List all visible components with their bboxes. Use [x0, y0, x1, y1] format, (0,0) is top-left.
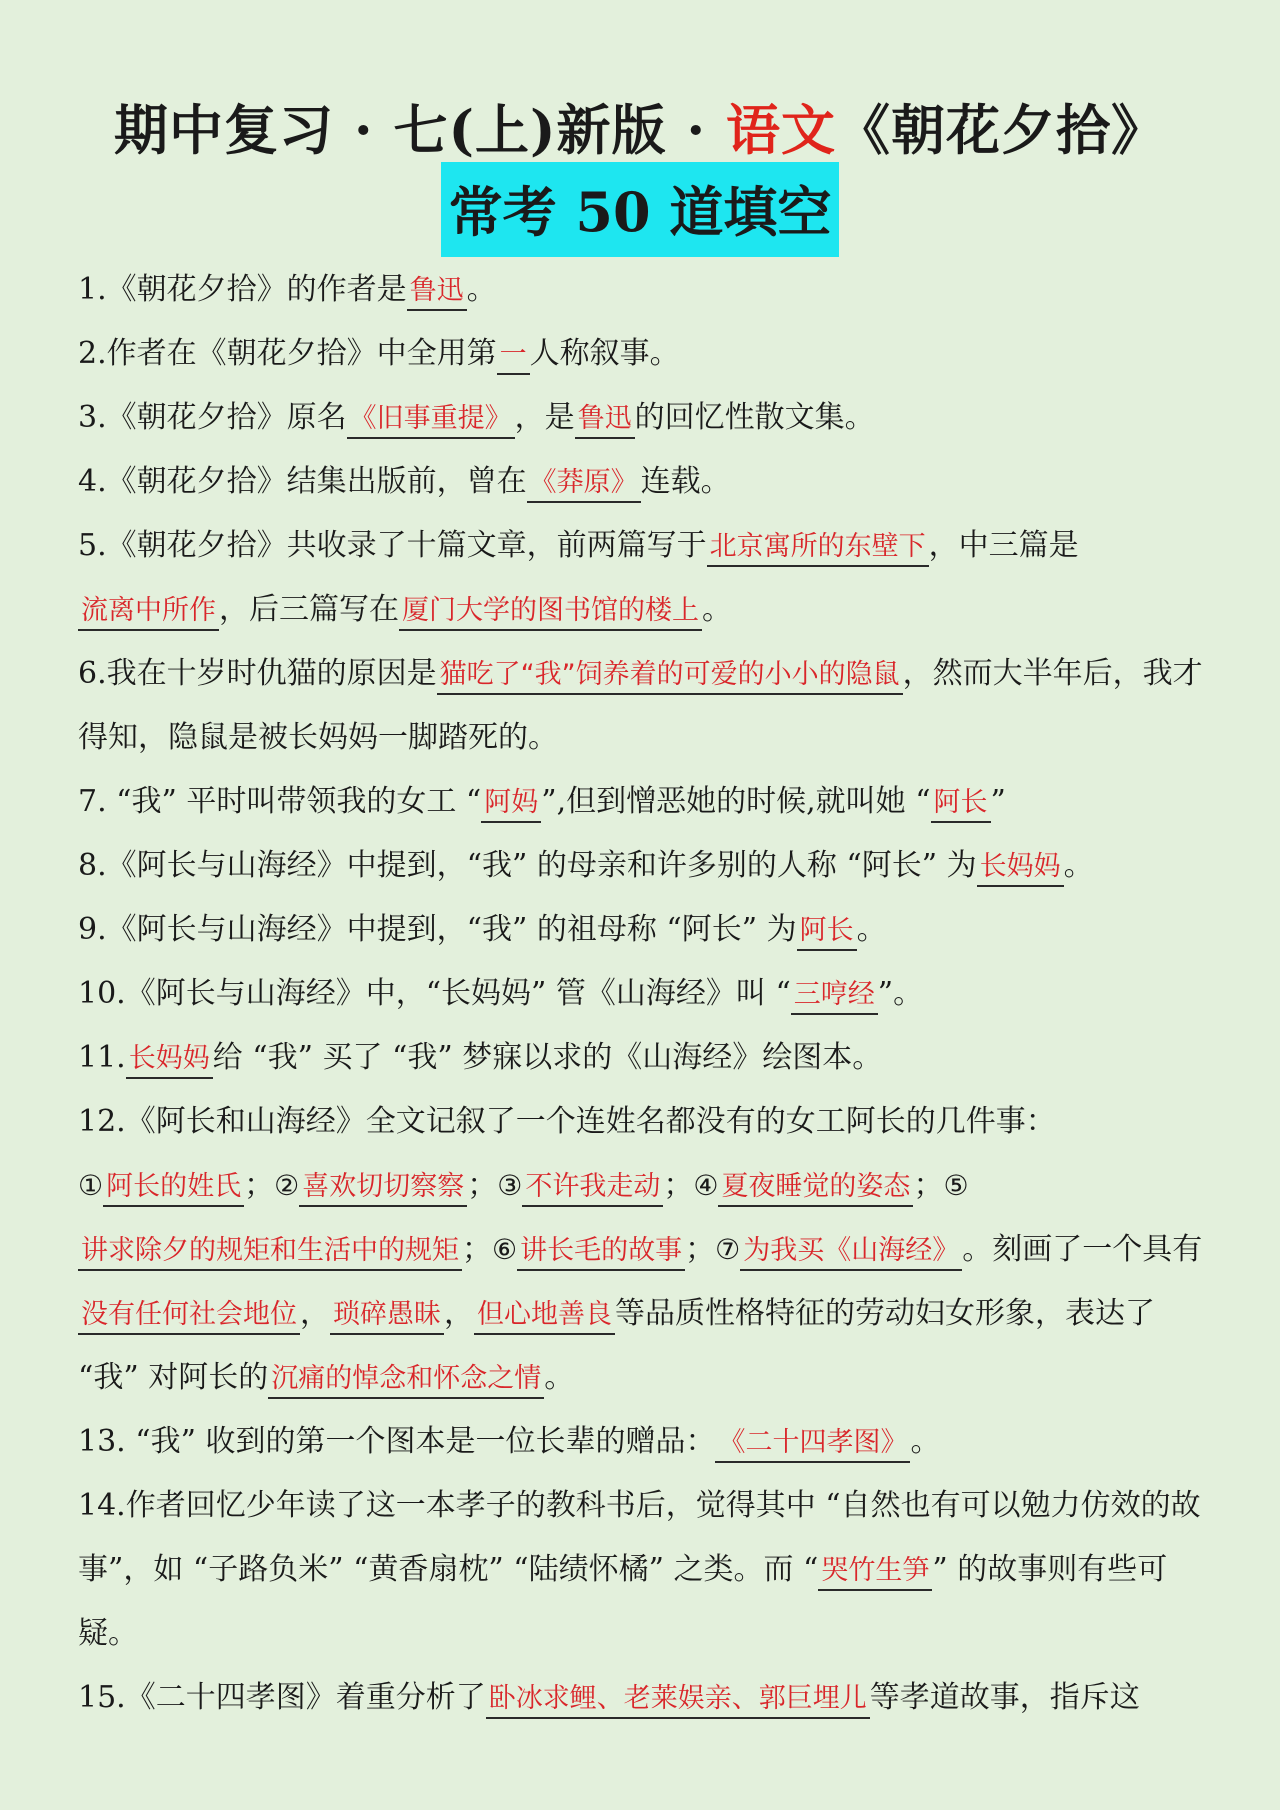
q12-sep-6: ； [685, 1232, 716, 1267]
q3-answer-1: 《旧事重提》 [347, 401, 515, 439]
q8-text: 8.《阿长与山海经》中提到，“我” 的母亲和许多别的人称 “阿长” 为 [78, 848, 977, 883]
title-part1: 期中复习 · 七(上)新版 · [114, 98, 726, 162]
q12-marker-5: ⑤ [943, 1169, 969, 1202]
q4-answer-1: 《莽原》 [527, 465, 641, 503]
q1-answer-1: 鲁迅 [407, 273, 467, 311]
question-3 [78, 386, 1208, 450]
question-6 [78, 642, 1208, 770]
q12-answer-5: 讲求除夕的规矩和生活中的规矩 [78, 1233, 462, 1271]
q10-text-end: ”。 [877, 976, 924, 1011]
q9-answer-1: 阿长 [797, 913, 857, 951]
q1-text: 1.《朝花夕拾》的作者是 [78, 272, 407, 307]
question-11 [78, 1026, 1208, 1090]
q15-text: 15.《二十四孝图》着重分析了 [78, 1680, 486, 1715]
q3-text-mid: ，是 [514, 400, 575, 435]
q12-sep-2: ； [467, 1168, 498, 1203]
q12-answer-7: 为我买《山海经》 [740, 1233, 962, 1271]
q1-text-end: 。 [466, 272, 497, 307]
q12-sep-5: ； [462, 1232, 492, 1267]
page-subtitle: 常考 50 道填空 [441, 162, 840, 257]
q4-text: 4.《朝花夕拾》结集出版前，曾在 [78, 464, 527, 499]
q2-answer-1: 一 [497, 337, 530, 375]
q9-text: 9.《阿长与山海经》中提到，“我” 的祖母称 “阿长” 为 [78, 912, 797, 947]
q5-text-end: 。 [702, 592, 732, 627]
question-10 [78, 962, 1208, 1026]
q7-answer-1: 阿妈 [481, 785, 541, 823]
q14-answer-1: 哭竹生笋 [818, 1553, 932, 1591]
q12-marker-7: ⑦ [715, 1233, 741, 1266]
question-4 [78, 450, 1208, 514]
q12-sep-1: ； [244, 1168, 275, 1203]
q12-text-mid-2: 等品质性格特征的劳动妇女形象，表达了 “我” 对阿长的 [78, 1296, 1155, 1395]
q3-text-end: 的回忆性散文集。 [634, 400, 875, 435]
q12-text: 12.《阿长和山海经》全文记叙了一个连姓名都没有的女工阿长的几件事： [78, 1104, 1056, 1139]
q3-answer-2: 鲁迅 [575, 401, 635, 439]
q6-answer-1: 猫吃了“我”饲养着的可爱的小小的隐鼠 [437, 657, 903, 695]
q11-answer-1: 长妈妈 [126, 1041, 213, 1079]
q7-answer-2: 阿长 [931, 785, 991, 823]
q12-answer-9: 琐碎愚昧 [330, 1297, 444, 1335]
q6-text-end: ，然而大半年后，我才得知，隐鼠是被长妈妈一脚踏死的。 [78, 656, 1203, 755]
q12-answer-11: 沉痛的悼念和怀念之情 [268, 1361, 544, 1399]
q7-text-end: ” [990, 784, 1006, 819]
q4-text-end: 连载。 [640, 464, 731, 499]
q12-text-mid: 。刻画了一个具有 [962, 1232, 1203, 1267]
q12-sep-3: ； [663, 1168, 694, 1203]
q12-sep-9: ， [444, 1296, 474, 1331]
q12-sep-8: ， [300, 1296, 330, 1331]
q12-answer-10: 但心地善良 [474, 1297, 615, 1335]
q12-marker-2: ② [274, 1169, 300, 1202]
q9-text-end: 。 [856, 912, 887, 947]
q5-text: 5.《朝花夕拾》共收录了十篇文章，前两篇写于 [78, 528, 707, 563]
q2-text-end: 人称叙事。 [529, 336, 680, 371]
q15-text-end: 等孝道故事，指斥这 [869, 1680, 1140, 1715]
q5-answer-1: 北京寓所的东壁下 [707, 529, 929, 567]
q12-marker-3: ③ [497, 1169, 523, 1202]
q11-text-end: 给 “我” 买了 “我” 梦寐以求的《山海经》绘图本。 [212, 1040, 883, 1075]
q5-answer-3: 厦门大学的图书馆的楼上 [399, 593, 702, 631]
question-5 [78, 514, 1208, 642]
q13-text: 13. “我” 收到的第一个图本是一位长辈的赠品： [78, 1424, 716, 1459]
question-list [78, 258, 1208, 1730]
q7-text: 7. “我” 平时叫带领我的女工 “ [78, 784, 482, 819]
question-7 [78, 770, 1208, 834]
q12-answer-4: 夏夜睡觉的姿态 [718, 1169, 913, 1207]
q12-marker-6: ⑥ [492, 1233, 518, 1266]
title-book: 《朝花夕拾》 [835, 98, 1166, 162]
question-12 [78, 1090, 1208, 1410]
title-subject: 语文 [725, 98, 836, 162]
q5-answer-2: 流离中所作 [78, 593, 219, 631]
q14-text-end: ” 的故事则有些可疑。 [78, 1552, 1168, 1651]
q5-text-mid: ，中三篇是 [928, 528, 1079, 563]
q12-answer-6: 讲长毛的故事 [517, 1233, 685, 1271]
q12-sep-4: ； [913, 1168, 944, 1203]
question-1 [78, 258, 1208, 322]
q13-answer-1: 《二十四孝图》 [715, 1425, 910, 1463]
question-13 [78, 1410, 1208, 1474]
q10-answer-1: 三哼经 [791, 977, 878, 1015]
page-title [0, 88, 1280, 165]
q8-answer-1: 长妈妈 [977, 849, 1064, 887]
q12-answer-8: 没有任何社会地位 [78, 1297, 300, 1335]
q11-text: 11. [78, 1040, 126, 1075]
question-14 [78, 1474, 1208, 1666]
question-8 [78, 834, 1208, 898]
q10-text: 10.《阿长与山海经》中，“长妈妈” 管《山海经》叫 “ [78, 976, 791, 1011]
question-2 [78, 322, 1208, 386]
q3-text: 3.《朝花夕拾》原名 [78, 400, 347, 435]
q8-text-end: 。 [1063, 848, 1094, 883]
q6-text: 6.我在十岁时仇猫的原因是 [78, 656, 437, 691]
q15-answer-1: 卧冰求鲤、老莱娱亲、郭巨埋儿 [486, 1681, 870, 1719]
q12-answer-3: 不许我走动 [522, 1169, 663, 1207]
q14-text: 14.作者回忆少年读了这一本孝子的教科书后，觉得其中 “自然也有可以勉力仿效的故事”，如 “子路负米” “黄香扇枕” “陆绩怀橘” 之类。而 “ [78, 1488, 1201, 1587]
question-15 [78, 1666, 1208, 1730]
q12-text-end: 。 [544, 1360, 575, 1395]
q12-marker-1: ① [78, 1169, 104, 1202]
q5-text-mid-2: ，后三篇写在 [219, 592, 399, 627]
q7-text-mid: ”,但到憎恶她的时候,就叫她 “ [541, 784, 931, 819]
q12-answer-1: 阿长的姓氏 [103, 1169, 244, 1207]
q13-text-end: 。 [910, 1424, 941, 1459]
q12-answer-2: 喜欢切切察察 [299, 1169, 467, 1207]
q12-marker-4: ④ [693, 1169, 719, 1202]
q2-text: 2.作者在《朝花夕拾》中全用第 [78, 336, 497, 371]
question-9 [78, 898, 1208, 962]
